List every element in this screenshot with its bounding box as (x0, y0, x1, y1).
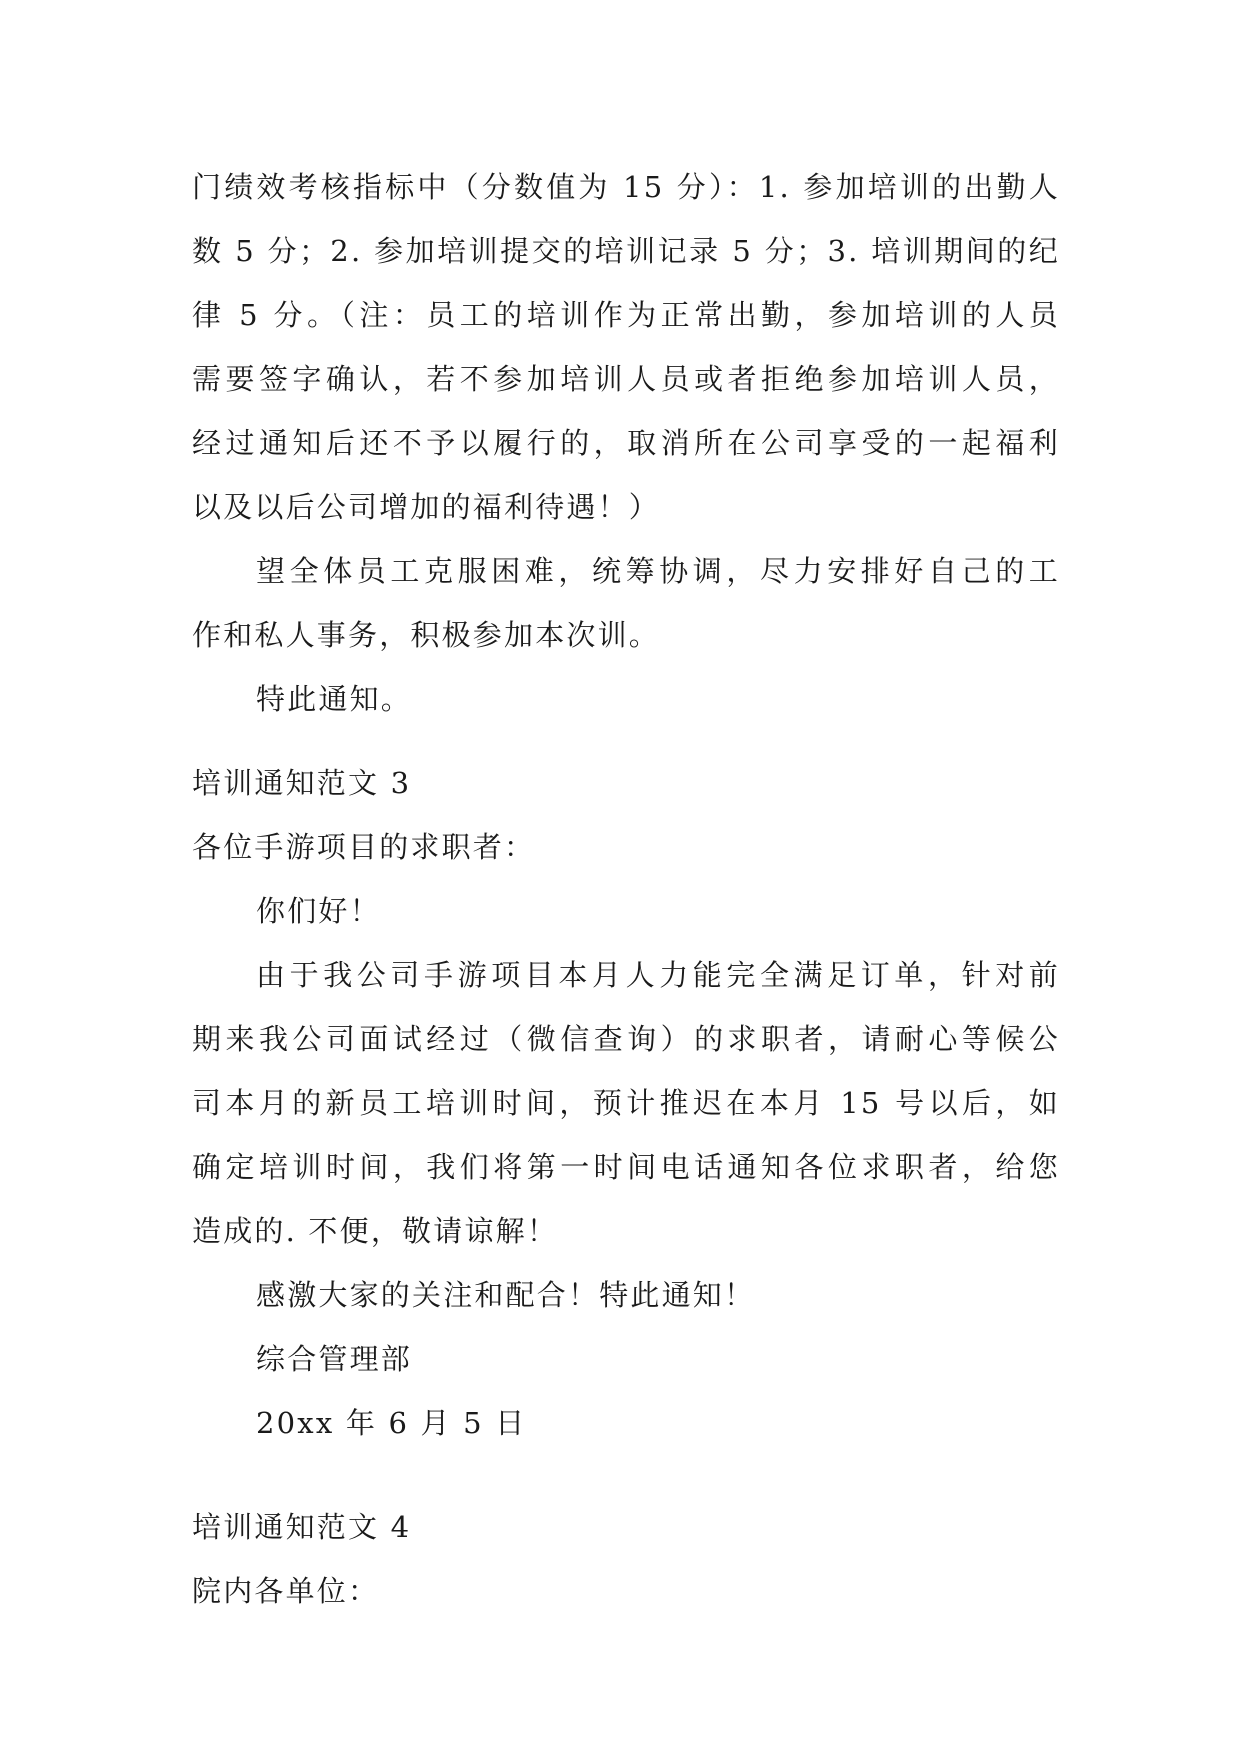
section-title: 培训通知范文 4 (192, 1510, 412, 1544)
paragraph-line: 经过通知后还不予以履行的，取消所在公司享受的一起福利 (192, 426, 1060, 460)
paragraph-line: 司本月的新员工培训时间，预计推迟在本月 15 号以后，如 (192, 1086, 1060, 1120)
date-line: 20xx 年 6 月 5 日 (256, 1406, 527, 1440)
paragraph-line: 由于我公司手游项目本月人力能完全满足订单，针对前 (256, 958, 1060, 992)
salutation: 各位手游项目的求职者： (192, 830, 536, 864)
paragraph-line: 作和私人事务，积极参加本次训。 (192, 618, 661, 652)
paragraph-line: 期来我公司面试经过（微信查询）的求职者，请耐心等候公 (192, 1022, 1060, 1056)
section-title: 培训通知范文 3 (192, 766, 412, 800)
document-body (192, 155, 1060, 1623)
paragraph-line: 数 5 分；2. 参加培训提交的培训记录 5 分；3. 培训期间的纪 (192, 234, 1060, 268)
paragraph-line: 律 5 分。（注：员工的培训作为正常出勤，参加培训的人员 (192, 298, 1060, 332)
closing-notice: 特此通知。 (256, 682, 413, 716)
paragraph-line: 确定培训时间，我们将第一时间电话通知各位求职者，给您 (192, 1150, 1060, 1184)
thanks-line: 感激大家的关注和配合！特此通知！ (256, 1278, 756, 1312)
paragraph-line: 门绩效考核指标中（分数值为 15 分）：1. 参加培训的出勤人 (192, 170, 1060, 204)
department-signature: 综合管理部 (256, 1342, 413, 1376)
salutation: 院内各单位： (192, 1574, 380, 1608)
paragraph-line: 望全体员工克服困难，统筹协调，尽力安排好自己的工 (256, 554, 1060, 588)
paragraph-line: 需要签字确认，若不参加培训人员或者拒绝参加培训人员， (192, 362, 1060, 396)
paragraph-line: 造成的. 不便，敬请谅解！ (192, 1214, 559, 1248)
greeting: 你们好！ (256, 894, 381, 928)
paragraph-line: 以及以后公司增加的福利待遇！） (192, 490, 661, 524)
